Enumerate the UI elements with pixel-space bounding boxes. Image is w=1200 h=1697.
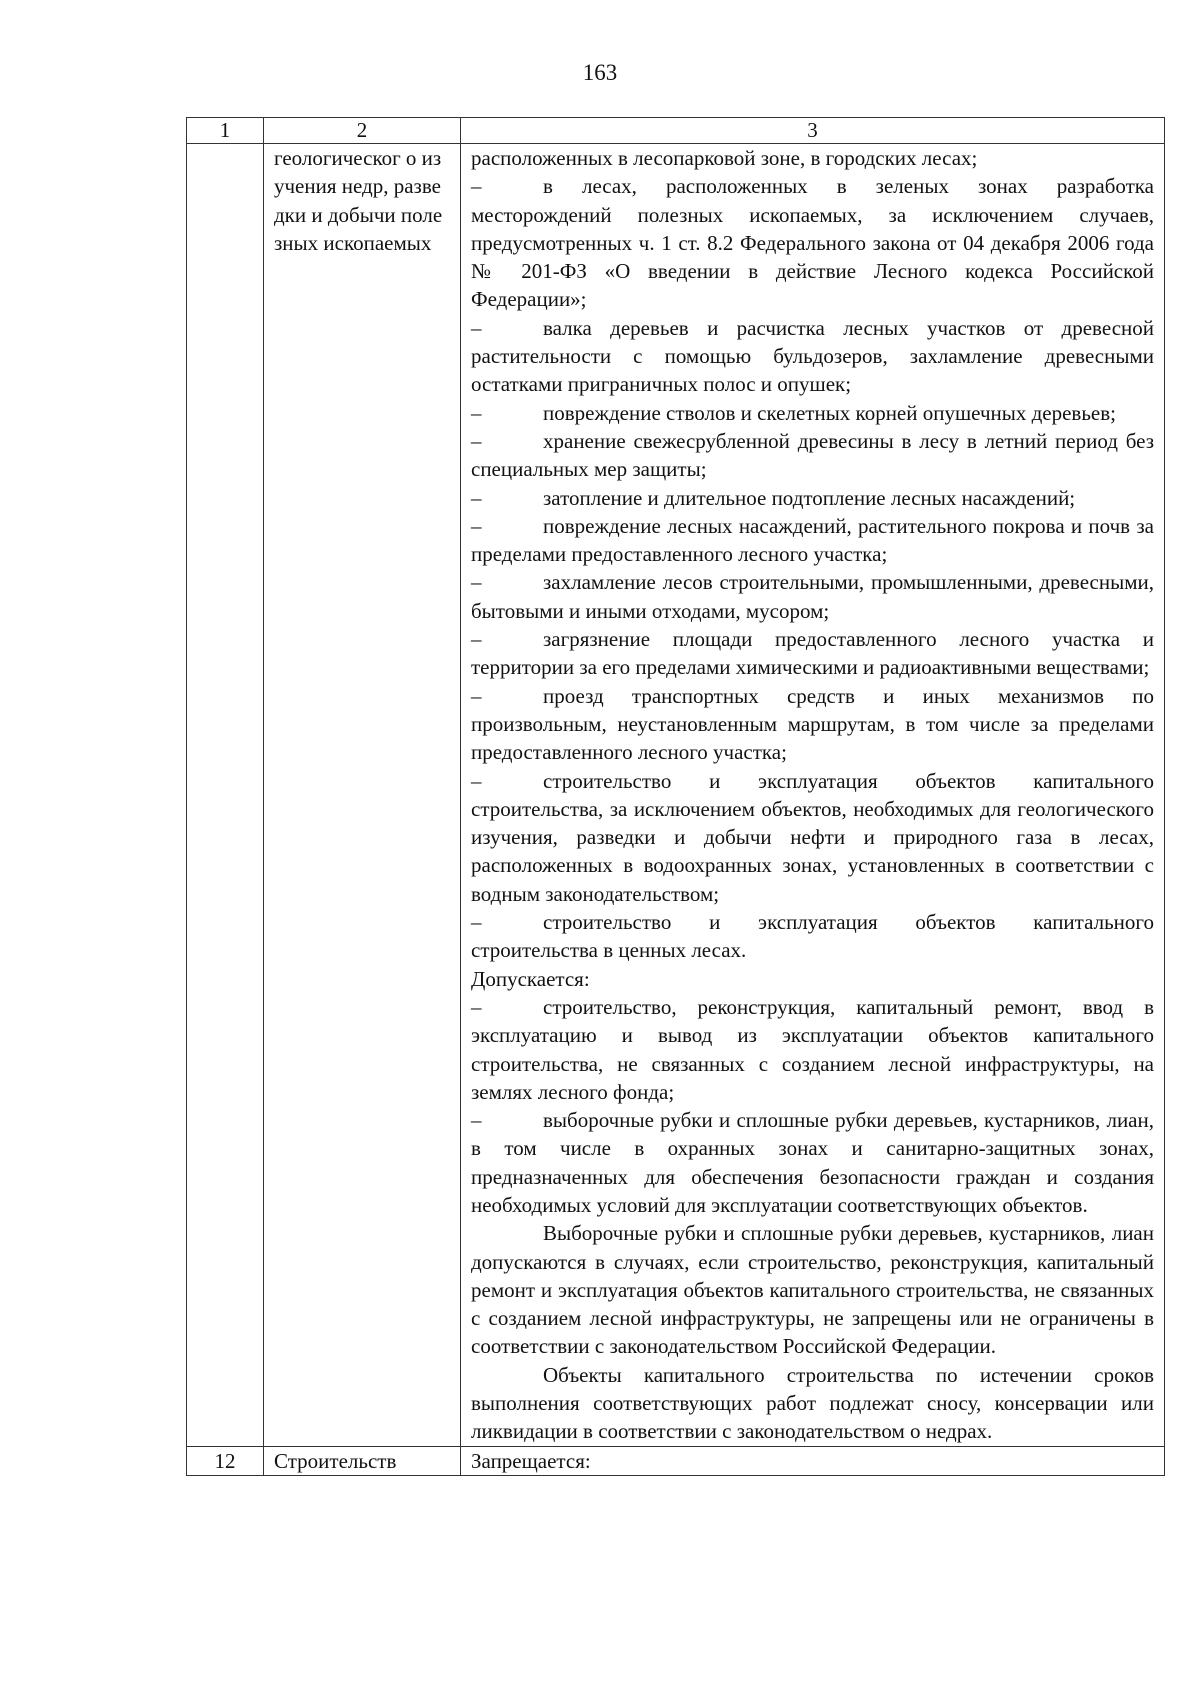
dash-marker: – bbox=[471, 1108, 482, 1133]
dash-marker: – bbox=[471, 400, 482, 425]
bullet-text: строительство, реконструкция, капитальный ремонт, ввод в эксплуатацию и вывод из эксплуатации объектов капитального строительства, не связанных с созданием лесной инфраструктуры, на землях лесного фонда; bbox=[471, 994, 1154, 1104]
requirements-cell bbox=[461, 144, 1165, 1447]
dash-marker: – bbox=[471, 174, 482, 199]
bullet-text: загрязнение площади предоставленного лесного участка и территории за его пределами химическими и радиоактивными веществами; bbox=[471, 627, 1154, 680]
bullet-text: затопление и длительное подтопление лесных насаждений; bbox=[543, 485, 1076, 510]
activity-name-cell: Строительств bbox=[264, 1446, 461, 1475]
bullet-item bbox=[471, 1106, 1154, 1219]
bullet-text: проезд транспортных средств и иных механизмов по произвольным, неустановленным маршрутам, в том числе за пределами предоставленного лесного участка; bbox=[471, 683, 1154, 765]
row-number-cell: 12 bbox=[187, 1446, 264, 1475]
dash-marker: – bbox=[471, 570, 482, 595]
bullet-item bbox=[471, 172, 1154, 313]
indented-paragraph: Объекты капитального строительства по истечении сроков выполнения соответствующих работ подлежат сносу, консервации или ликвидации в соответствии с законодательством о недрах. bbox=[471, 1362, 1154, 1444]
paragraph: Допускается: bbox=[471, 966, 590, 991]
requirements-cell: Запрещается: bbox=[461, 1446, 1165, 1475]
bullet-text: захламление лесов строительными, промышленными, древесными, бытовыми и иными отходами, мусором; bbox=[471, 570, 1154, 623]
indented-paragraph: Выборочные рубки и сплошные рубки деревьев, кустарников, лиан допускаются в случаях, если строительство, реконструкция, капитальный ремонт и эксплуатация объектов капитального строительства, не связанных с созданием лесной инфраструктуры, не запрещены или не ограничены в соответствии с законодательством Российской Федерации. bbox=[471, 1221, 1154, 1359]
dash-marker: – bbox=[471, 315, 482, 340]
bullet-item bbox=[471, 399, 1154, 427]
dash-marker: – bbox=[471, 627, 482, 652]
bullet-text: повреждение лесных насаждений, растительного покрова и почв за пределами предоставленного лесного участка; bbox=[471, 513, 1154, 567]
header-col-1: 1 bbox=[187, 118, 264, 144]
bullet-text: валка деревьев и расчистка лесных участков от древесной растительности с помощью бульдозеров, захламление древесными остатками приграничных полос и опушек; bbox=[471, 315, 1154, 397]
dash-marker: – bbox=[471, 513, 482, 538]
bullet-item bbox=[471, 512, 1154, 569]
dash-marker: – bbox=[471, 485, 482, 510]
activity-name-cell: геологическог о изучения недр, разведки и добычи полезных ископаемых bbox=[264, 144, 461, 1447]
dash-marker: – bbox=[471, 994, 482, 1019]
row-number-cell bbox=[187, 144, 264, 1447]
bullet-text: повреждение стволов и скелетных корней опушечных деревьев; bbox=[543, 400, 1116, 425]
bullet-item bbox=[471, 767, 1154, 908]
dash-marker: – bbox=[471, 428, 482, 453]
bullet-text: строительство и эксплуатация объектов капитального строительства в ценных лесах. bbox=[471, 910, 1154, 963]
bullet-item bbox=[471, 908, 1154, 965]
bullet-text: в лесах, расположенных в зеленых зонах разработка месторождений полезных ископаемых, за исключением случаев, предусмотренных ч. 1 ст. 8.2 Федерального закона от 04 декабря 2006 года № 201-ФЗ «О введении в действие Лесного кодекса Российской Федерации»; bbox=[471, 174, 1154, 312]
table-header-row bbox=[187, 118, 1165, 144]
bullet-text: выборочные рубки и сплошные рубки деревьев, кустарников, лиан, в том числе в охранных зонах и санитарно-защитных зонах, предназначенных для обеспечения безопасности граждан и создания необходимых условий для эксплуатации соответствующих объектов. bbox=[471, 1108, 1154, 1217]
bullet-item bbox=[471, 314, 1154, 399]
bullet-item bbox=[471, 427, 1154, 484]
table-row bbox=[187, 144, 1165, 1447]
bullet-item bbox=[471, 484, 1154, 512]
bullet-text: строительство и эксплуатация объектов капитального строительства, за исключением объектов, необходимых для геологического изучения, разведки и добычи нефти и природного газа в лесах, расположенных в водоохранных зонах, установленных в соответствии с водным законодательством; bbox=[471, 768, 1154, 906]
bullet-item bbox=[471, 568, 1154, 625]
header-col-2: 2 bbox=[264, 118, 461, 144]
bullet-text: хранение свежесрубленной древесины в лесу в летний период без специальных мер защиты; bbox=[471, 428, 1154, 482]
requirements-list bbox=[471, 144, 1154, 1446]
bullet-item bbox=[471, 682, 1154, 767]
header-col-3: 3 bbox=[461, 118, 1165, 144]
bullet-item bbox=[471, 993, 1154, 1106]
dash-marker: – bbox=[471, 768, 482, 793]
regulations-table bbox=[186, 117, 1165, 1476]
table-row bbox=[187, 1446, 1165, 1475]
page-number: 163 bbox=[582, 60, 618, 85]
dash-marker: – bbox=[471, 683, 482, 708]
dash-marker: – bbox=[471, 910, 482, 935]
bullet-item bbox=[471, 625, 1154, 682]
paragraph: расположенных в лесопарковой зоне, в городских лесах; bbox=[471, 146, 978, 170]
